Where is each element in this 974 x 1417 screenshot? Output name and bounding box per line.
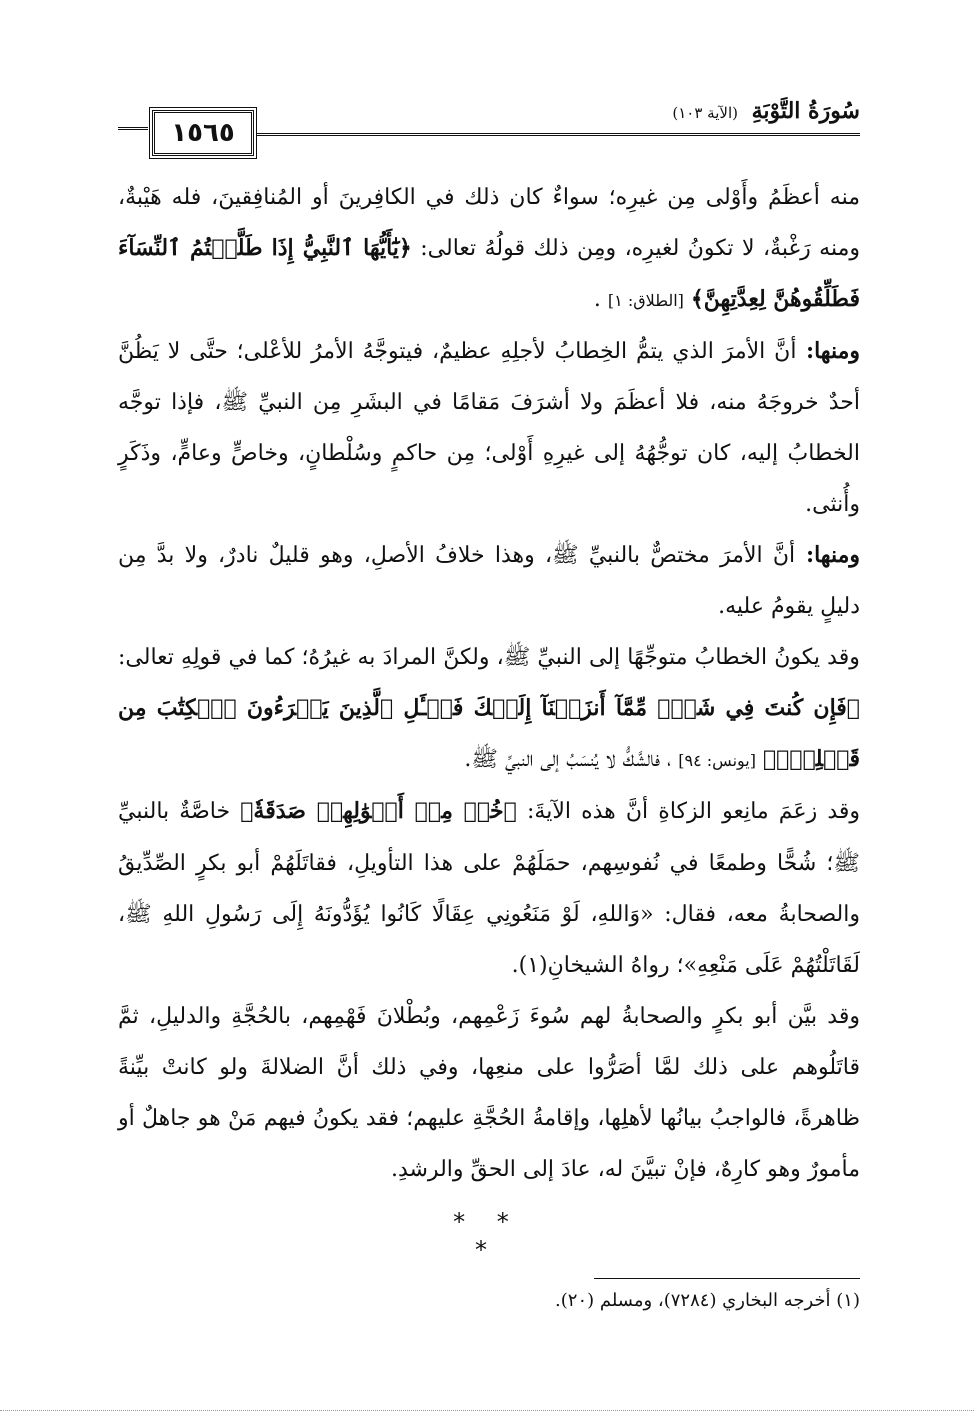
header-rule-right <box>256 133 860 136</box>
ayah-reference: (الآية ١٠٣) <box>672 104 738 122</box>
surah-title <box>672 98 860 124</box>
paragraph-text: أنَّ الأمرَ الذي يتمُّ الخِطابُ لأجلِهِ عظيمٌ، فيتوجَّهُ الأمرُ للأعْلى؛ حتَّى لا يَظُنَّ أحدٌ خروجَهُ منه، فلا أعظَمَ ولا أشرَفَ مَقامًا في البشَرِ مِن النبيِّ ﷺ، فإذا توجَّه الخطابُ إليه، كان توجُّهُهُ إلى غيرِهِ أَوْلى؛ مِن حاكمٍ وسُلْطانٍ، وخاصٍّ وعامٍّ، وذَكَرٍ وأُنثى. <box>118 339 860 517</box>
paragraph-1 <box>118 172 860 326</box>
paragraph-6 <box>118 991 860 1195</box>
paragraph-lead: ومنها: <box>795 542 860 568</box>
paragraph-4 <box>118 632 860 786</box>
paragraph-text: وقد زعَمَ مانِعو الزكاةِ أنَّ هذه الآيةَ: <box>516 799 861 824</box>
header-rule-left <box>118 127 148 130</box>
section-separator: * * * <box>453 1208 521 1264</box>
verse-reference: [يونس: ٩٤] <box>678 751 756 770</box>
surah-name: سُورَةُ التَّوْبَةِ <box>751 98 860 124</box>
paragraph-tail: خاصَّةٌ بالنبيِّ ﷺ؛ شُحًّا وطمعًا في نُفوسِهم، حمَلَهُمْ على هذا التأويلِ، فقاتَلَهُمْ أبو بكرٍ الصِّدِّيقُ والصحابةُ معه، فقال: «وَاللهِ، لَوْ مَنَعُونِي عِقَالًا كَانُوا يُؤَدُّونَهُ إِلَى رَسُولِ اللهِ ﷺ، لَقَاتَلْتُهُمْ عَلَى مَنْعِهِ»؛ رواهُ الشيخانِ(١). <box>118 799 860 978</box>
paragraph-3 <box>118 530 860 632</box>
footnote-divider <box>594 1278 860 1279</box>
quran-verse: ﴿خُذۡ مِنۡ أَمۡوَٰلِهِمۡ صَدَقَةٗ﴾ <box>240 798 517 824</box>
paragraph-tail: ، فالشَّكُّ لا يُنسَبُ إلى النبيِّ ﷺ. <box>464 747 672 772</box>
paragraph-text: منه أعظَمُ وأَوْلى مِن غيرِه؛ سواءٌ كان ذلك في الكافِرينَ أو المُنافِقينَ، فله هَيْبةٌ، ومنه رَغْبةٌ، لا تكونُ لغيرِه، ومِن ذلك قولُهُ تعالى: <box>118 185 860 261</box>
verse-reference: [الطلاق: ١] <box>607 291 684 310</box>
paragraph-text: وقد يكونُ الخطابُ متوجِّهًا إلى النبيِّ ﷺ، ولكنَّ المرادَ به غيرُهُ؛ كما في قولِهِ تعالى: <box>118 645 860 670</box>
paragraph-lead: ومنها: <box>796 338 860 364</box>
footnote: (١) أخرجه البخاري (٧٢٨٤)، ومسلم (٢٠). <box>555 1290 860 1311</box>
paragraph-text: وقد بيَّن أبو بكرٍ والصحابةُ لهم سُوءَ زَعْمِهم، وبُطْلانَ فَهْمِهم، بالحُجَّةِ والدليلِ، ثمَّ قاتَلُوهم على ذلك لمَّا أصَرُّوا على منعِها، وفي ذلك أنَّ الضلالةَ ولو كانتْ بيِّنةً ظاهرةً، فالواجبُ بيانُها لأهلِها، وإقامةُ الحُجَّةِ عليهم؛ فقد يكونُ فيهم مَنْ هو جاهلٌ أو مأمورٌ وهو كارِهٌ، فإنْ تبيَّنَ له، عادَ إلى الحقِّ والرشدِ. <box>118 1004 860 1182</box>
paragraph-text: أنَّ الأمرَ مختصٌّ بالنبيِّ ﷺ، وهذا خلافُ الأصلِ، وهو قليلٌ نادرٌ، ولا بدَّ مِن دليلٍ يقومُ عليه. <box>118 543 860 619</box>
page-number: ١٥٦٥ <box>152 110 254 156</box>
page-bottom-edge <box>0 1410 974 1411</box>
paragraph-5 <box>118 786 860 991</box>
page-header <box>118 96 860 166</box>
paragraph-2 <box>118 326 860 530</box>
quran-verse: ﴿يَٰٓأَيُّهَا ٱلنَّبِيُّ إِذَا طَلَّقۡتُمُ ٱلنِّسَآءَ فَطَلِّقُوهُنَّ لِعِدَّتِهِنَّ﴾ <box>118 235 860 312</box>
quran-verse: ﴿فَإِن كُنتَ فِي شَكّٖ مِّمَّآ أَنزَلۡنَآ إِلَيۡكَ فَسۡـَٔلِ ٱلَّذِينَ يَقۡرَءُونَ ٱلۡكِتَٰبَ مِن قَبۡلِكَۚ﴾ <box>118 695 860 772</box>
paragraph-tail: . <box>593 287 601 312</box>
page-body <box>118 172 860 1195</box>
